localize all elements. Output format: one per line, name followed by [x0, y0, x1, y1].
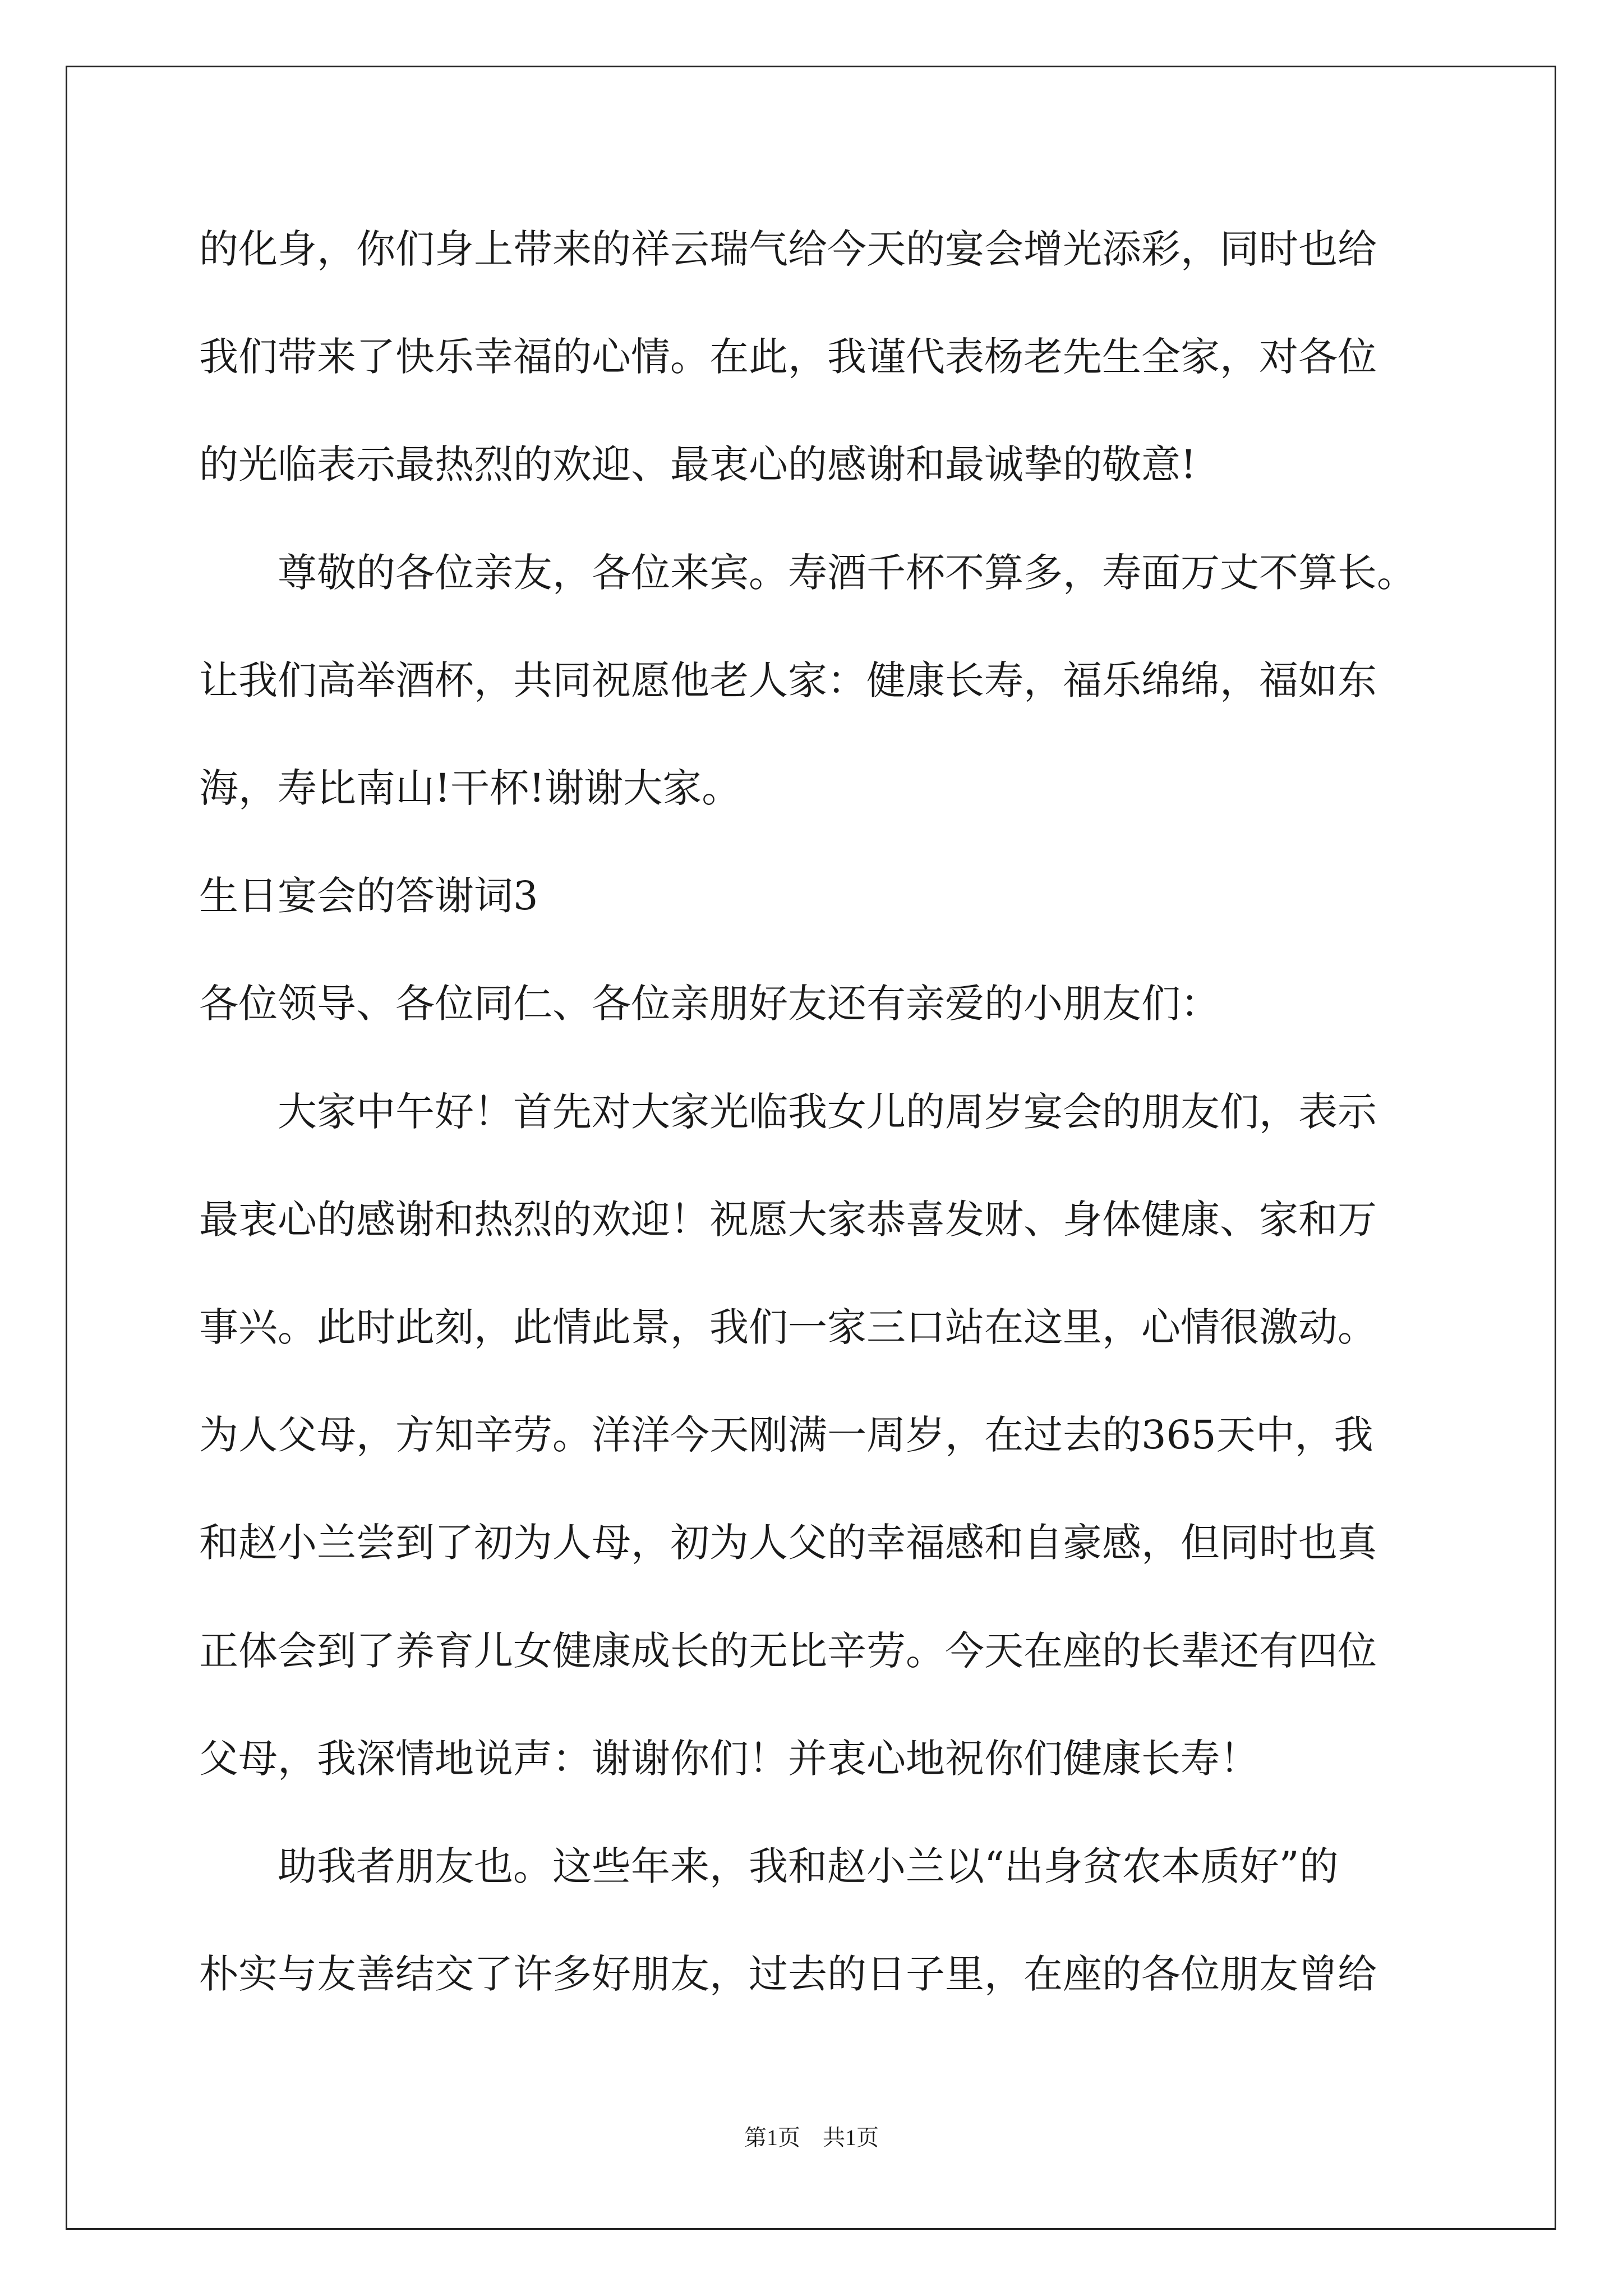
body-text-line: 父母，我深情地说声：谢谢你们！并衷心地祝你们健康长寿！	[199, 1736, 1259, 1782]
body-text-line: 大家中午好！首先对大家光临我女儿的周岁宴会的朋友们，表示	[199, 1089, 1377, 1135]
body-text-line: 的光临表示最热烈的欢迎、最衷心的感谢和最诚挚的敬意!	[199, 441, 1197, 487]
body-text-line: 和赵小兰尝到了初为人母，初为人父的幸福感和自豪感，但同时也真	[199, 1520, 1377, 1566]
body-text-line: 让我们高举酒杯，共同祝愿他老人家：健康长寿，福乐绵绵，福如东	[199, 657, 1377, 703]
body-text-line: 朴实与友善结交了许多好朋友，过去的日子里，在座的各位朋友曾给	[199, 1951, 1377, 1997]
body-text-line: 尊敬的各位亲友，各位来宾。寿酒千杯不算多，寿面万丈不算长。	[199, 550, 1416, 596]
page-border	[66, 66, 1556, 2230]
body-text-line: 助我者朋友也。这些年来，我和赵小兰以“出身贫农本质好”的	[199, 1843, 1339, 1889]
body-text-line: 海，寿比南山!干杯!谢谢大家。	[199, 765, 741, 811]
body-text-line: 最衷心的感谢和热烈的欢迎！祝愿大家恭喜发财、身体健康、家和万	[199, 1197, 1377, 1243]
body-text-line: 为人父母，方知辛劳。洋洋今天刚满一周岁，在过去的365天中，我	[199, 1412, 1373, 1458]
section-heading: 生日宴会的答谢词3	[199, 873, 538, 919]
salutation: 各位领导、各位同仁、各位亲朋好友还有亲爱的小朋友们：	[199, 981, 1220, 1027]
body-text-line: 正体会到了养育儿女健康成长的无比辛劳。今天在座的长辈还有四位	[199, 1628, 1377, 1674]
page-footer: 第1页 共1页	[744, 2125, 879, 2150]
body-text-line: 事兴。此时此刻，此情此景，我们一家三口站在这里，心情很激动。	[199, 1304, 1377, 1350]
body-text-line: 我们带来了快乐幸福的心情。在此，我谨代表杨老先生全家，对各位	[199, 334, 1377, 380]
body-text-line: 的化身，你们身上带来的祥云瑞气给今天的宴会增光添彩，同时也给	[199, 226, 1377, 272]
